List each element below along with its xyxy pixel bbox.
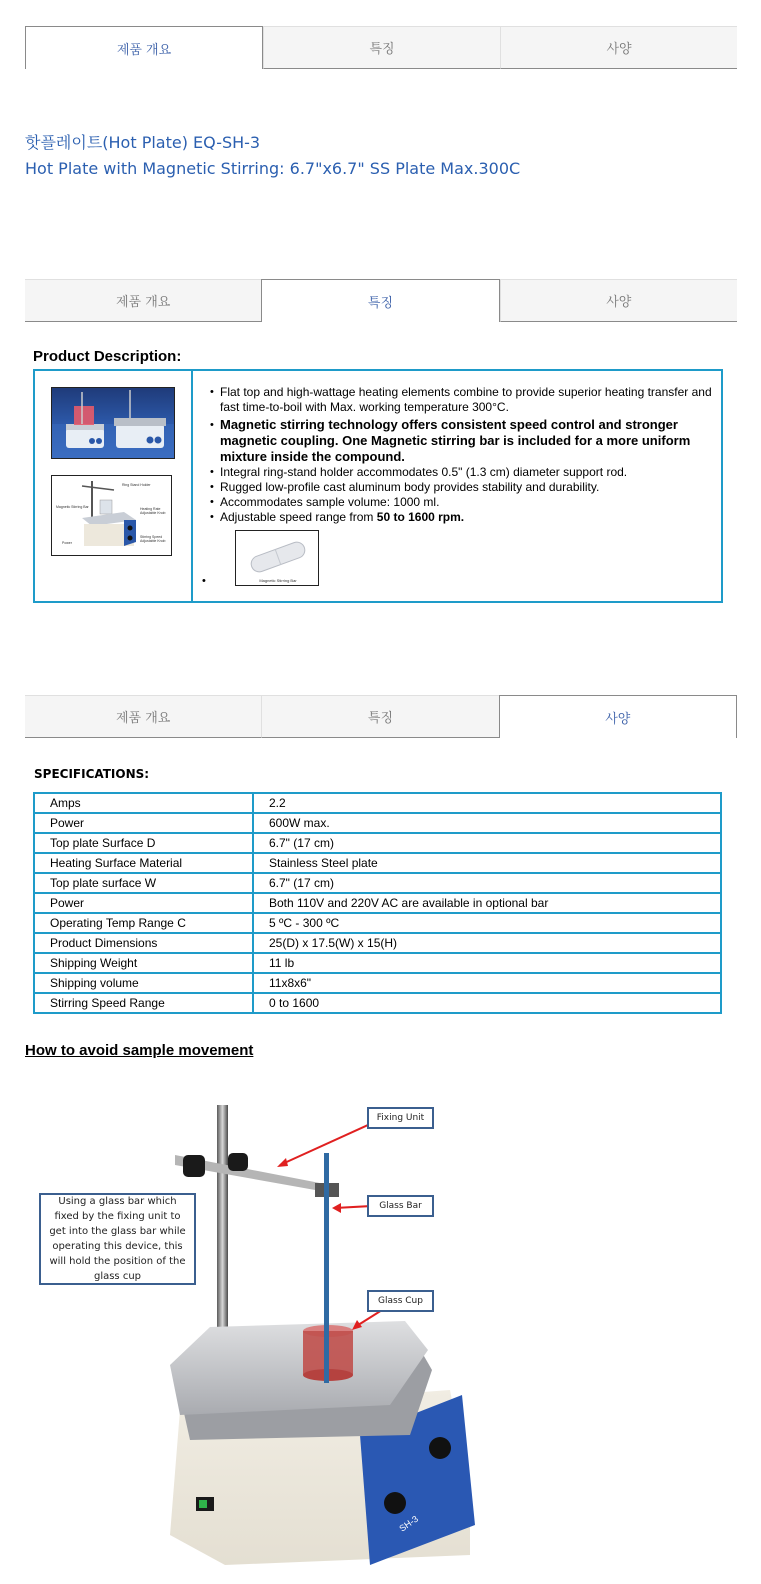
labeled-diagram-illustration	[52, 476, 172, 556]
feature-text: Rugged low-profile cast aluminum body provides stability and durability.	[220, 480, 600, 494]
spec-row	[34, 813, 721, 833]
bullet-marker: •	[202, 575, 206, 587]
spec-row	[34, 953, 721, 973]
spec-label: Stirring Speed Range	[34, 993, 253, 1013]
feature-item	[211, 480, 713, 495]
heating-knob	[429, 1437, 451, 1459]
feature-list	[203, 385, 713, 525]
spec-value: 5 ºC - 300 ºC	[253, 913, 721, 933]
spec-label: Operating Temp Range C	[34, 913, 253, 933]
tab-bar-features	[25, 279, 737, 322]
tab-bar-specs	[25, 695, 737, 738]
feature-bold-text: 50 to 1600 rpm.	[376, 510, 465, 524]
product-images-column	[35, 371, 193, 601]
tab-features[interactable]: 특징	[261, 695, 498, 738]
feature-item	[211, 510, 713, 525]
glass-bar-callout: Glass Bar	[367, 1195, 434, 1217]
product-title-english: Hot Plate with Magnetic Stirring: 6.7"x6.7" SS Plate Max.300C	[25, 159, 521, 178]
spec-row	[34, 853, 721, 873]
spec-row	[34, 833, 721, 853]
feature-text: is included for a more uniform mixture inside the compound.	[220, 433, 691, 464]
specifications-heading: SPECIFICATIONS:	[34, 767, 150, 781]
tab-features[interactable]: 특징	[263, 26, 500, 69]
spec-label: Top plate surface W	[34, 873, 253, 893]
spec-label: Power	[34, 813, 253, 833]
feature-text: Flat top and high-wattage heating elements combine to provide superior heating transfer and fast time-to-boil with Max. working temperature 300°C.	[220, 385, 712, 414]
feature-text: Accommodates sample volume: 1000 ml.	[220, 495, 440, 509]
spec-value: 25(D) x 17.5(W) x 15(H)	[253, 933, 721, 953]
spec-value: 600W max.	[253, 813, 721, 833]
spec-label: Heating Surface Material	[34, 853, 253, 873]
hot-plate-stand-illustration	[30, 1095, 480, 1584]
fixing-unit-callout: Fixing Unit	[367, 1107, 434, 1129]
feature-item	[211, 385, 713, 415]
product-description-heading: Product Description:	[33, 348, 182, 365]
spec-row	[34, 873, 721, 893]
spec-value: Both 110V and 220V AC are available in optional bar	[253, 893, 721, 913]
spec-value: 6.7" (17 cm)	[253, 833, 721, 853]
spec-label: Shipping Weight	[34, 953, 253, 973]
svg-text:Power: Power	[62, 541, 72, 545]
usage-note-callout: Using a glass bar which fixed by the fixing unit to get into the glass bar while operating this device, this will hold the position of the glass cup	[39, 1193, 196, 1285]
svg-text:Adjustable Knob: Adjustable Knob	[140, 511, 166, 515]
spec-value: 6.7" (17 cm)	[253, 873, 721, 893]
clamp-knob	[183, 1155, 205, 1177]
tab-specs[interactable]: 사양	[500, 279, 737, 322]
device-model-label: SH-3	[397, 1513, 420, 1534]
specifications-table	[33, 792, 722, 1014]
product-photo	[51, 387, 175, 459]
feature-item	[211, 417, 713, 465]
feature-text: technology offers consistent speed control and stronger magnetic coupling.	[220, 417, 678, 448]
spec-value: 11 lb	[253, 953, 721, 973]
tab-specs[interactable]: 사양	[500, 26, 737, 69]
svg-text:Magnetic Stirring Bar: Magnetic Stirring Bar	[56, 505, 89, 509]
product-description-box	[33, 369, 723, 603]
spec-label: Product Dimensions	[34, 933, 253, 953]
glass-bar	[324, 1153, 329, 1383]
feature-text: Adjustable speed range from	[220, 510, 377, 524]
labeled-hot-plate-diagram	[51, 475, 172, 556]
tab-features[interactable]: 특징	[261, 279, 499, 322]
tab-bar-overview	[25, 26, 737, 69]
how-to-heading: How to avoid sample movement	[25, 1042, 254, 1059]
feature-item	[211, 465, 713, 480]
stirring-bar-caption: Magnetic Stirring Bar	[259, 578, 297, 583]
tab-overview[interactable]: 제품 개요	[25, 695, 261, 738]
svg-text:Ring Stand Holder: Ring Stand Holder	[122, 483, 151, 487]
spec-row	[34, 933, 721, 953]
stirring-bar-image	[235, 530, 319, 586]
feature-bold-text: Magnetic stirring	[220, 417, 325, 432]
spec-row	[34, 993, 721, 1013]
spec-value: 11x8x6"	[253, 973, 721, 993]
feature-item	[211, 495, 713, 510]
spec-label: Shipping volume	[34, 973, 253, 993]
spec-row	[34, 973, 721, 993]
glass-cup-callout: Glass Cup	[367, 1290, 434, 1312]
spec-value: 0 to 1600	[253, 993, 721, 1013]
stirring-bar-illustration	[236, 531, 320, 587]
stirring-knob	[384, 1492, 406, 1514]
spec-value: Stainless Steel plate	[253, 853, 721, 873]
tab-overview[interactable]: 제품 개요	[25, 26, 263, 69]
support-rod	[217, 1105, 228, 1355]
heating-plate	[170, 1321, 428, 1415]
svg-text:Heating Rate: Heating Rate	[140, 507, 161, 511]
tab-specs[interactable]: 사양	[499, 695, 737, 738]
feature-text: Integral ring-stand holder accommodates 0.5" (1.3 cm) diameter support rod.	[220, 465, 628, 479]
tab-overview[interactable]: 제품 개요	[25, 279, 261, 322]
sample-movement-diagram	[30, 1095, 480, 1584]
product-title-korean: 핫플레이트(Hot Plate) EQ-SH-3	[25, 133, 261, 152]
svg-text:Adjustable Knob: Adjustable Knob	[140, 539, 166, 543]
feature-bold-text: One Magnetic stirring bar	[342, 433, 500, 448]
spec-value: 2.2	[253, 793, 721, 813]
clamp-knob	[228, 1153, 248, 1171]
svg-text:Stirring Speed: Stirring Speed	[140, 535, 163, 539]
hot-plate-photo-illustration	[52, 388, 175, 459]
spec-label: Amps	[34, 793, 253, 813]
spec-row	[34, 913, 721, 933]
spec-row	[34, 793, 721, 813]
spec-row	[34, 893, 721, 913]
spec-label: Power	[34, 893, 253, 913]
spec-label: Top plate Surface D	[34, 833, 253, 853]
